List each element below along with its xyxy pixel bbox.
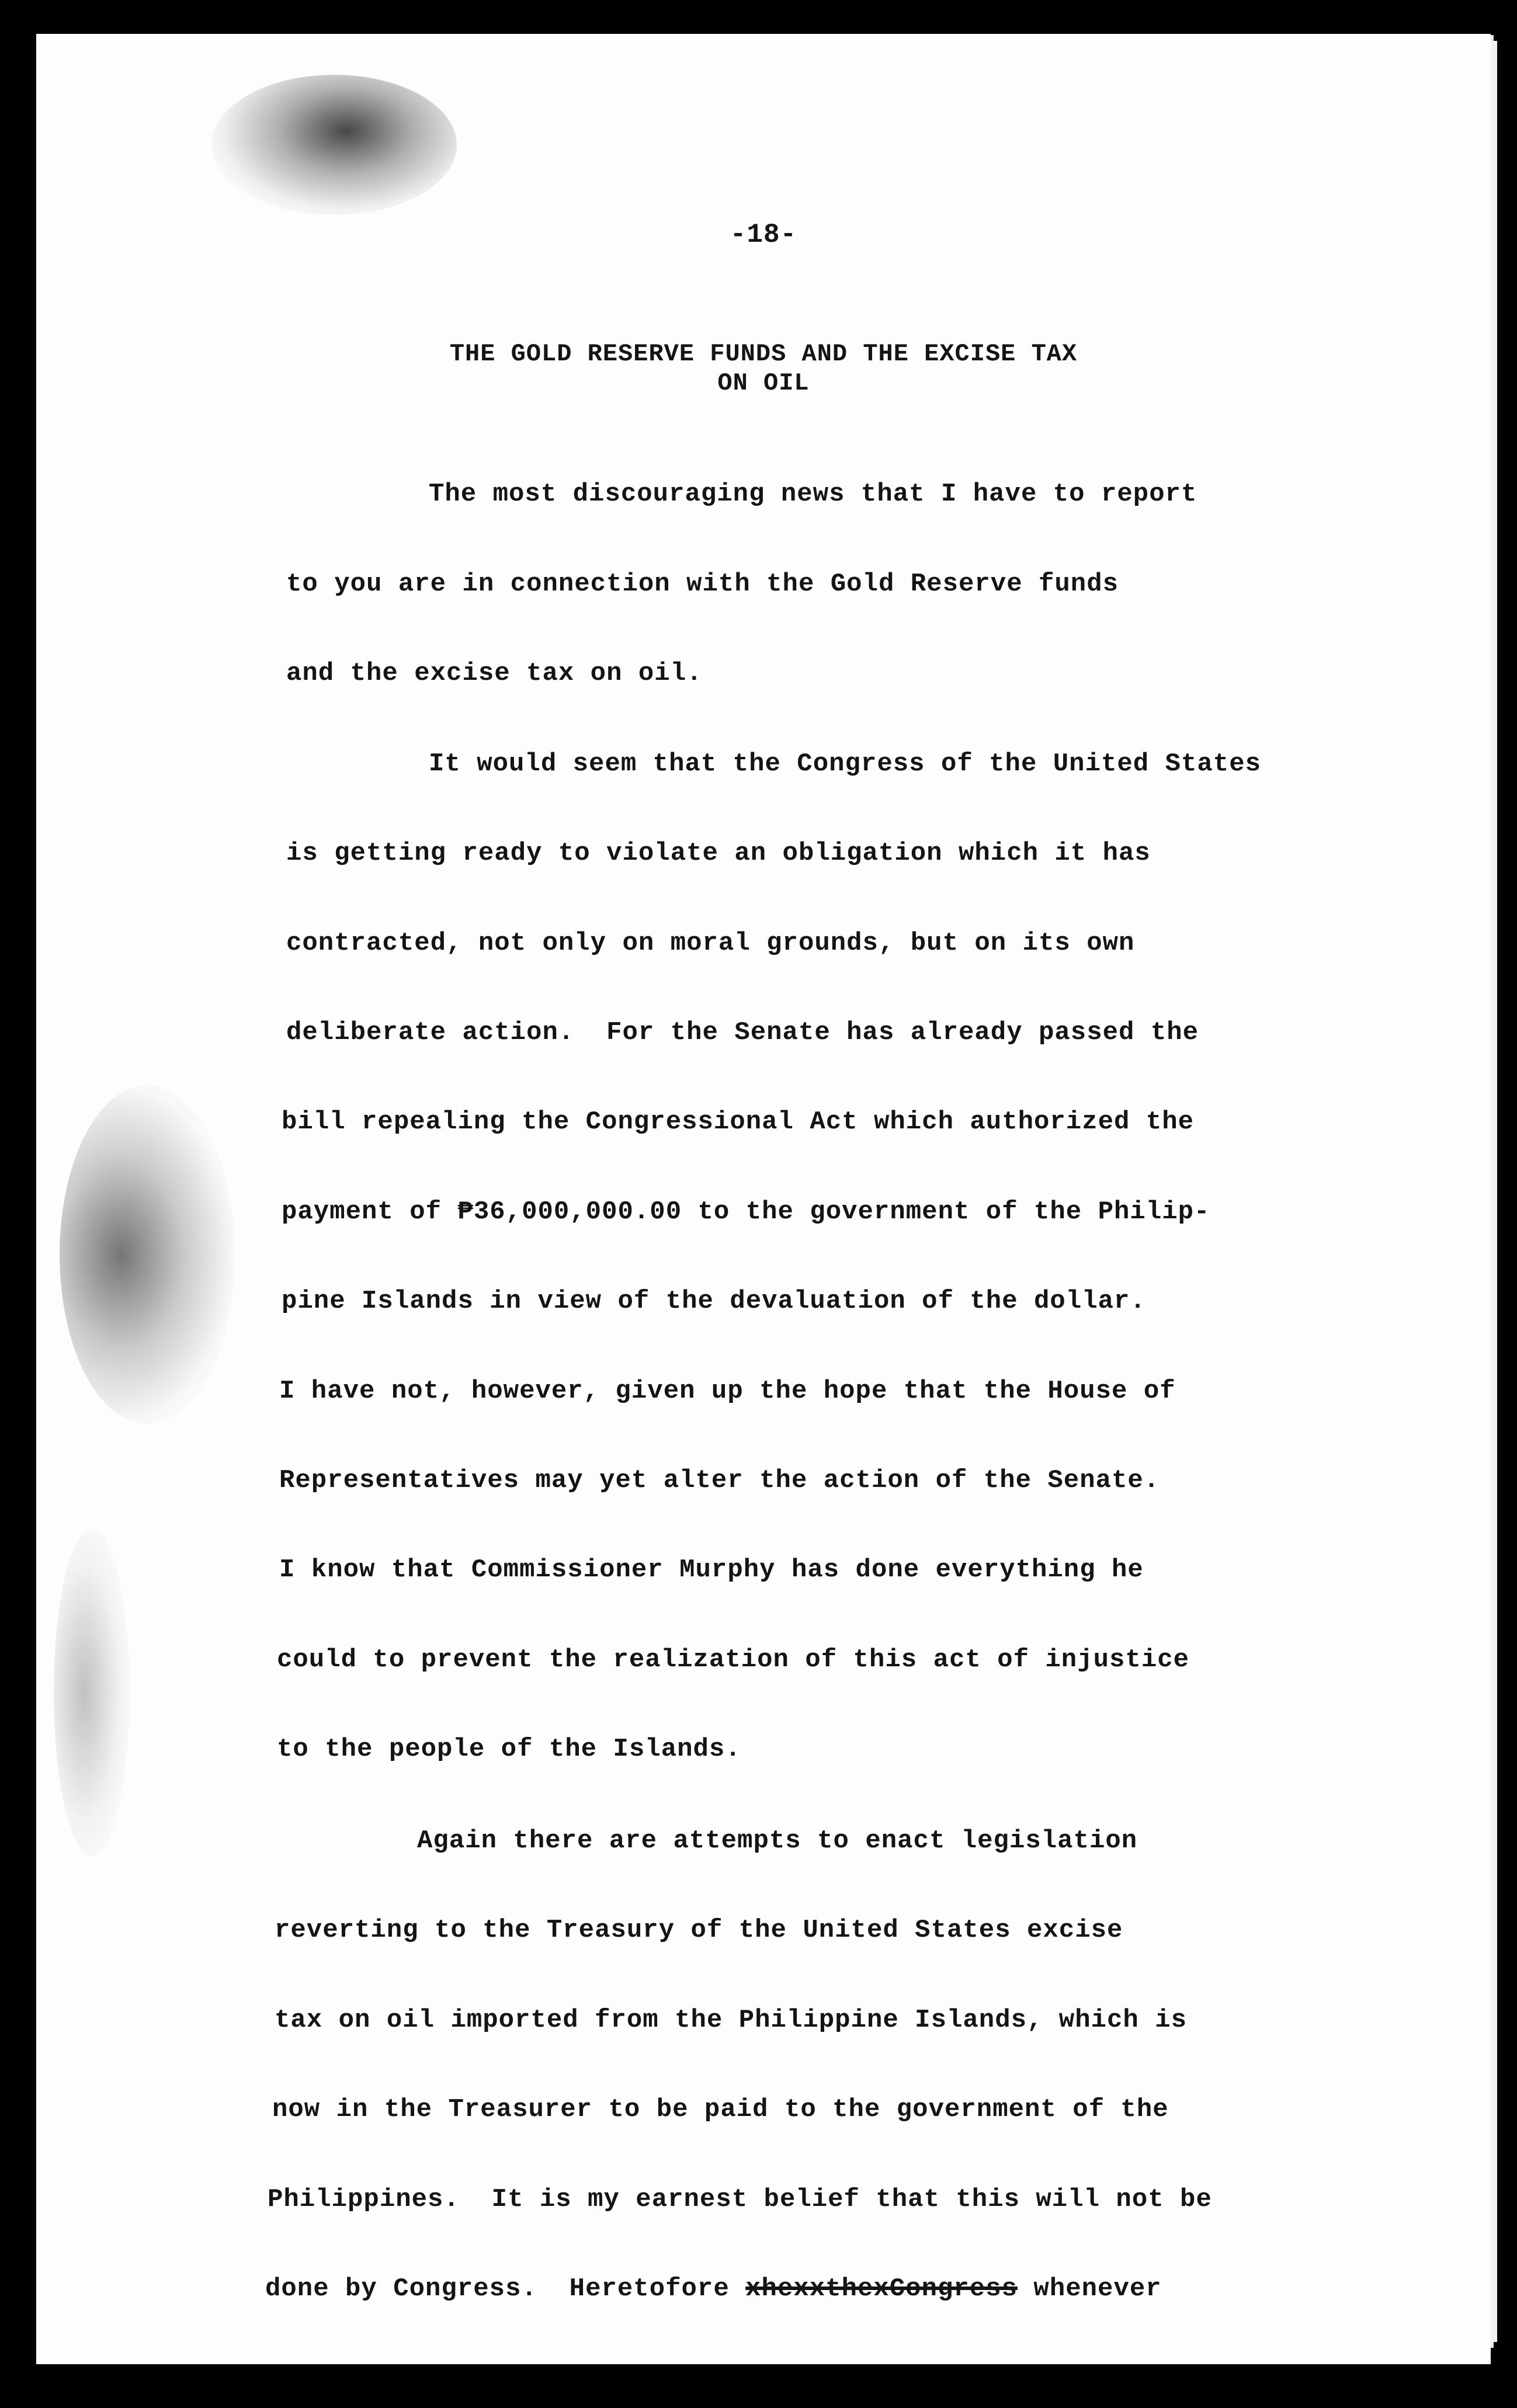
- body-line-4: It would seem that the Congress of the United States: [429, 749, 1262, 779]
- body-line-12: Representatives may yet alter the action of the Senate.: [279, 1466, 1160, 1495]
- body-line-21: [265, 2271, 1162, 2306]
- body-line-6: contracted, not only on moral grounds, but on its own: [286, 929, 1135, 958]
- body-line-1: The most discouraging news that I have to report: [429, 479, 1197, 509]
- body-line-5: is getting ready to violate an obligation which it has: [286, 839, 1151, 868]
- body-line-2: to you are in connection with the Gold Reserve funds: [286, 569, 1119, 599]
- body-line-10: pine Islands in view of the devaluation of the dollar.: [282, 1287, 1146, 1316]
- body-line-16: Again there are attempts to enact legislation: [417, 1826, 1138, 1855]
- body-line-7: deliberate action. For the Senate has already passed the: [286, 1018, 1199, 1047]
- document-page: [36, 34, 1491, 2364]
- section-heading-line-1: THE GOLD RESERVE FUNDS AND THE EXCISE TAX: [449, 340, 1078, 368]
- body-line-19: now in the Treasurer to be paid to the government of the: [272, 2095, 1169, 2124]
- body-line-13: I know that Commissioner Murphy has done everything he: [279, 1555, 1144, 1585]
- body-line-9: payment of ₱36,000,000.00 to the government of the Philip-: [282, 1197, 1210, 1226]
- last-line-end: whenever: [1018, 2274, 1162, 2303]
- body-line-15: to the people of the Islands.: [277, 1735, 741, 1764]
- struck-out-text: xhexxthexCongress: [745, 2274, 1018, 2303]
- last-line-start: done by Congress. Heretofore: [265, 2274, 746, 2303]
- body-line-3: and the excise tax on oil.: [286, 659, 703, 688]
- body-line-11: I have not, however, given up the hope that the House of: [279, 1377, 1176, 1406]
- typed-text: [36, 34, 1491, 2364]
- body-line-8: bill repealing the Congressional Act which authorized the: [282, 1107, 1195, 1137]
- body-line-17: reverting to the Treasury of the United States excise: [275, 1916, 1123, 1945]
- body-line-14: could to prevent the realization of this act of injustice: [277, 1645, 1190, 1674]
- body-line-18: tax on oil imported from the Philippine Islands, which is: [275, 2006, 1188, 2035]
- section-heading-line-2: ON OIL: [717, 369, 810, 397]
- page-number: -18-: [730, 220, 797, 250]
- body-line-20: Philippines. It is my earnest belief that this will not be: [268, 2185, 1212, 2214]
